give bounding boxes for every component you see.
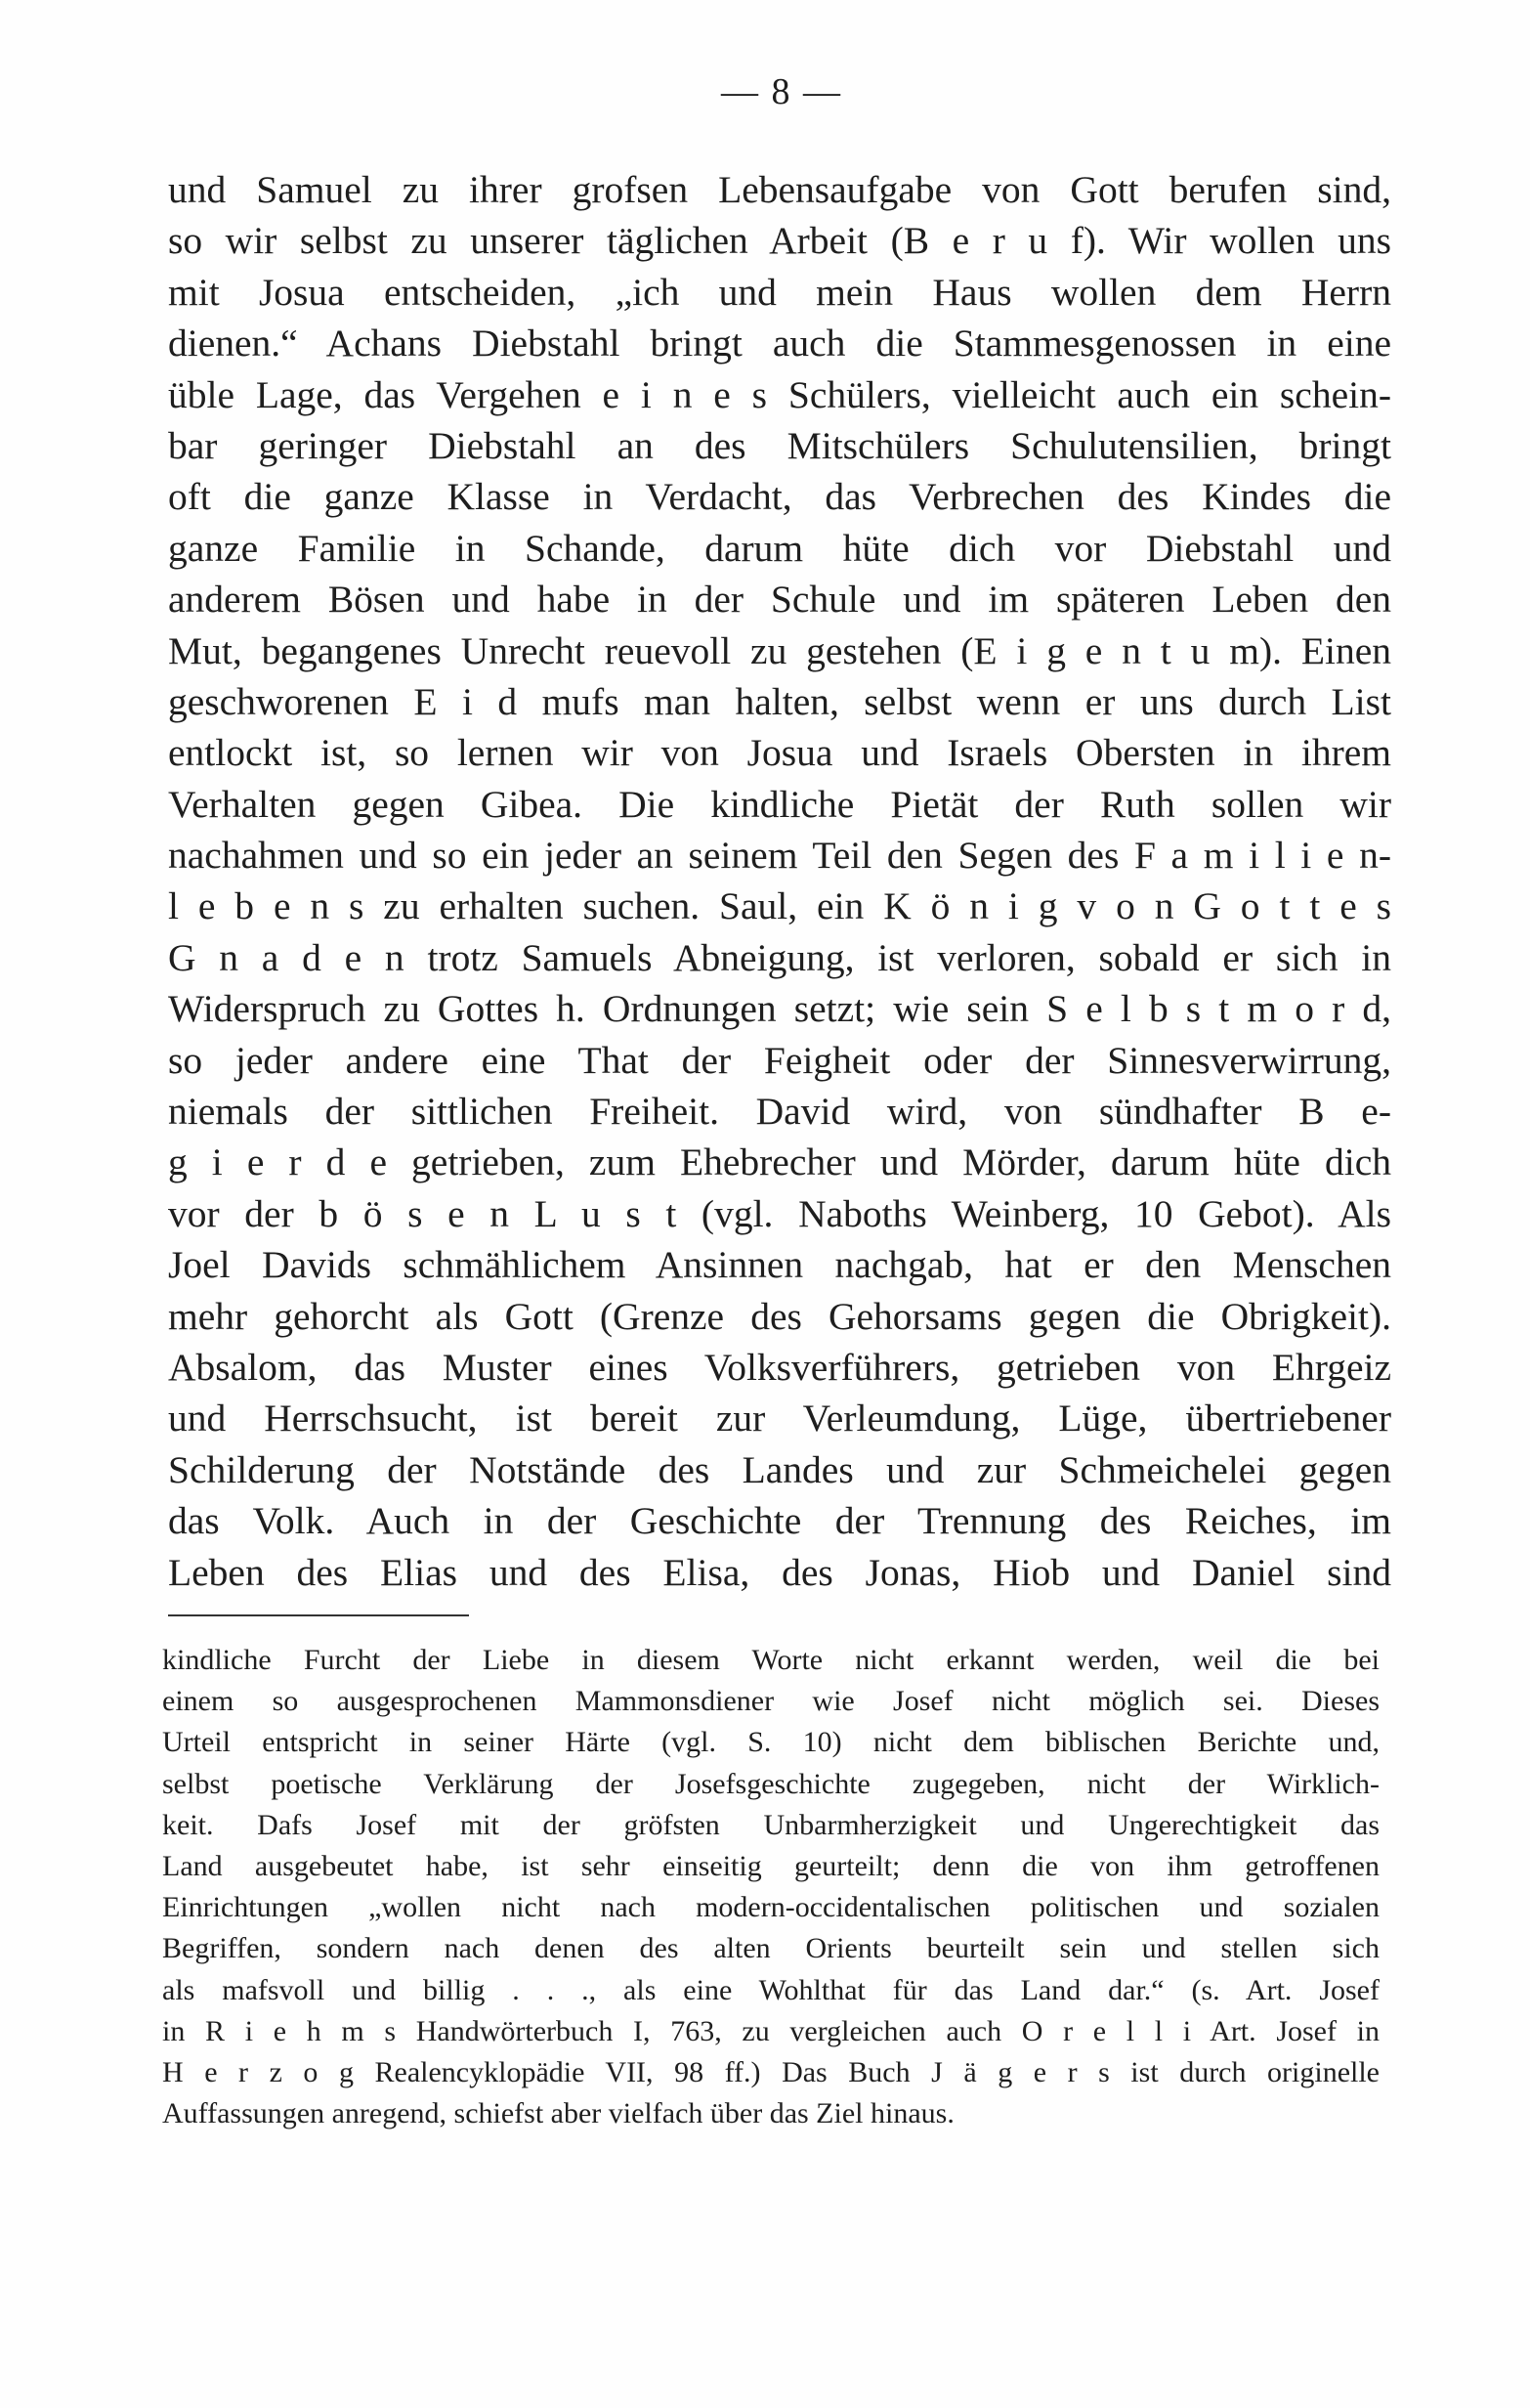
footnote-line: in R i e h m s Handwörterbuch I, 763, zu vergleichen auch O r e l l i Art. Josef in <box>162 2014 1380 2047</box>
footnote-line: einem so ausgesprochenen Mammonsdiener wie Josef nicht möglich sei. Dieses <box>162 1685 1380 1718</box>
footnote-line: H e r z o g Realencyklopädie VII, 98 ff.) Das Buch J ä g e r s ist durch originelle <box>162 2055 1380 2088</box>
footnote-line: kindliche Furcht der Liebe in diesem Worte nicht erkannt werden, weil die bei <box>162 1644 1380 1676</box>
footnote-line: Begriffen, sondern nach denen des alten Orients beurteilt sein und stellen sich <box>162 1932 1380 1965</box>
text-line: mehr gehorcht als Gott (Grenze des Gehorsams gegen die Obrigkeit). <box>168 1294 1391 1338</box>
text-line: Absalom, das Muster eines Volksverführers, getrieben von Ehrgeiz <box>168 1345 1391 1389</box>
text-line: dienen.“ Achans Diebstahl bringt auch die Stammesgenossen in eine <box>168 322 1391 366</box>
footnote-line: Einrichtungen „wollen nicht nach modern-occidentalischen politischen und sozialen <box>162 1891 1380 1924</box>
text-line: und Herrschsucht, ist bereit zur Verleumdung, Lüge, übertriebener <box>168 1397 1391 1440</box>
text-line: so jeder andere eine That der Feigheit oder der Sinnesverwirrung, <box>168 1038 1391 1082</box>
footnote-line: selbst poetische Verklärung der Josefsgeschichte zugegeben, nicht der Wirklich- <box>162 1767 1380 1800</box>
footnote-line: keit. Dafs Josef mit der gröfsten Unbarmherzigkeit und Ungerechtigkeit das <box>162 1808 1380 1841</box>
text-line: ganze Familie in Schande, darum hüte dich vor Diebstahl und <box>168 526 1391 570</box>
text-line: mit Josua entscheiden, „ich und mein Haus wollen dem Herrn <box>168 270 1391 314</box>
footnote-block <box>162 1640 1380 2134</box>
text-line: geschworenen E i d mufs man halten, selbst wenn er uns durch List <box>168 679 1391 723</box>
text-line: nachahmen und so ein jeder an seinem Teil den Segen des F a m i l i e n- <box>168 834 1391 878</box>
text-line: Leben des Elias und des Elisa, des Jonas, Hiob und Daniel sind <box>168 1550 1391 1594</box>
footnote-line: als mafsvoll und billig . . ., als eine Wohlthat für das Land dar.“ (s. Art. Josef <box>162 1973 1380 2006</box>
footnote-separator-rule <box>168 1614 469 1616</box>
text-line: G n a d e n trotz Samuels Abneigung, ist verloren, sobald er sich in <box>168 935 1391 979</box>
footnote-line: Land ausgebeutet habe, ist sehr einseitig geurteilt; denn die von ihm getroffenen <box>162 1849 1380 1882</box>
text-line: bar geringer Diebstahl an des Mitschülers Schulutensilien, bringt <box>168 423 1391 467</box>
text-line: Joel Davids schmählichem Ansinnen nachgab, hat er den Menschen <box>168 1243 1391 1287</box>
text-line: g i e r d e getrieben, zum Ehebrecher und Mörder, darum hüte dich <box>168 1140 1391 1184</box>
text-line: Schilderung der Notstände des Landes und zur Schmeichelei gegen <box>168 1447 1391 1491</box>
text-line: anderem Bösen und habe in der Schule und im späteren Leben den <box>168 578 1391 622</box>
text-line: Mut, begangenes Unrecht reuevoll zu gestehen (E i g e n t u m). Einen <box>168 628 1391 672</box>
footnote-line: Auffassungen anregend, schiefst aber vielfach über das Ziel hinaus. <box>162 2097 955 2130</box>
text-line: so wir selbst zu unserer täglichen Arbeit (B e r u f). Wir wollen uns <box>168 219 1391 263</box>
footnote-line: Urteil entspricht in seiner Härte (vgl. S. 10) nicht dem biblischen Berichte und, <box>162 1726 1380 1759</box>
text-line: niemals der sittlichen Freiheit. David wird, von sündhafter B e- <box>168 1090 1391 1134</box>
text-line: oft die ganze Klasse in Verdacht, das Verbrechen des Kindes die <box>168 475 1391 519</box>
text-line: Verhalten gegen Gibea. Die kindliche Pietät der Ruth sollen wir <box>168 782 1391 826</box>
main-text-block <box>168 164 1391 1598</box>
text-line: vor der b ö s e n L u s t (vgl. Naboths Weinberg, 10 Gebot). Als <box>168 1191 1391 1235</box>
text-line: üble Lage, das Vergehen e i n e s Schülers, vielleicht auch ein schein- <box>168 372 1391 416</box>
text-line: das Volk. Auch in der Geschichte der Trennung des Reiches, im <box>168 1499 1391 1543</box>
page-number: — 8 — <box>721 71 842 112</box>
text-line: Widerspruch zu Gottes h. Ordnungen setzt; wie sein S e l b s t m o r d, <box>168 987 1391 1031</box>
text-line: l e b e n s zu erhalten suchen. Saul, ein K ö n i g v o n G o t t e s <box>168 884 1391 928</box>
text-line: und Samuel zu ihrer grofsen Lebensaufgabe von Gott berufen sind, <box>168 168 1391 211</box>
text-line: entlockt ist, so lernen wir von Josua und Israels Obersten in ihrem <box>168 731 1391 775</box>
